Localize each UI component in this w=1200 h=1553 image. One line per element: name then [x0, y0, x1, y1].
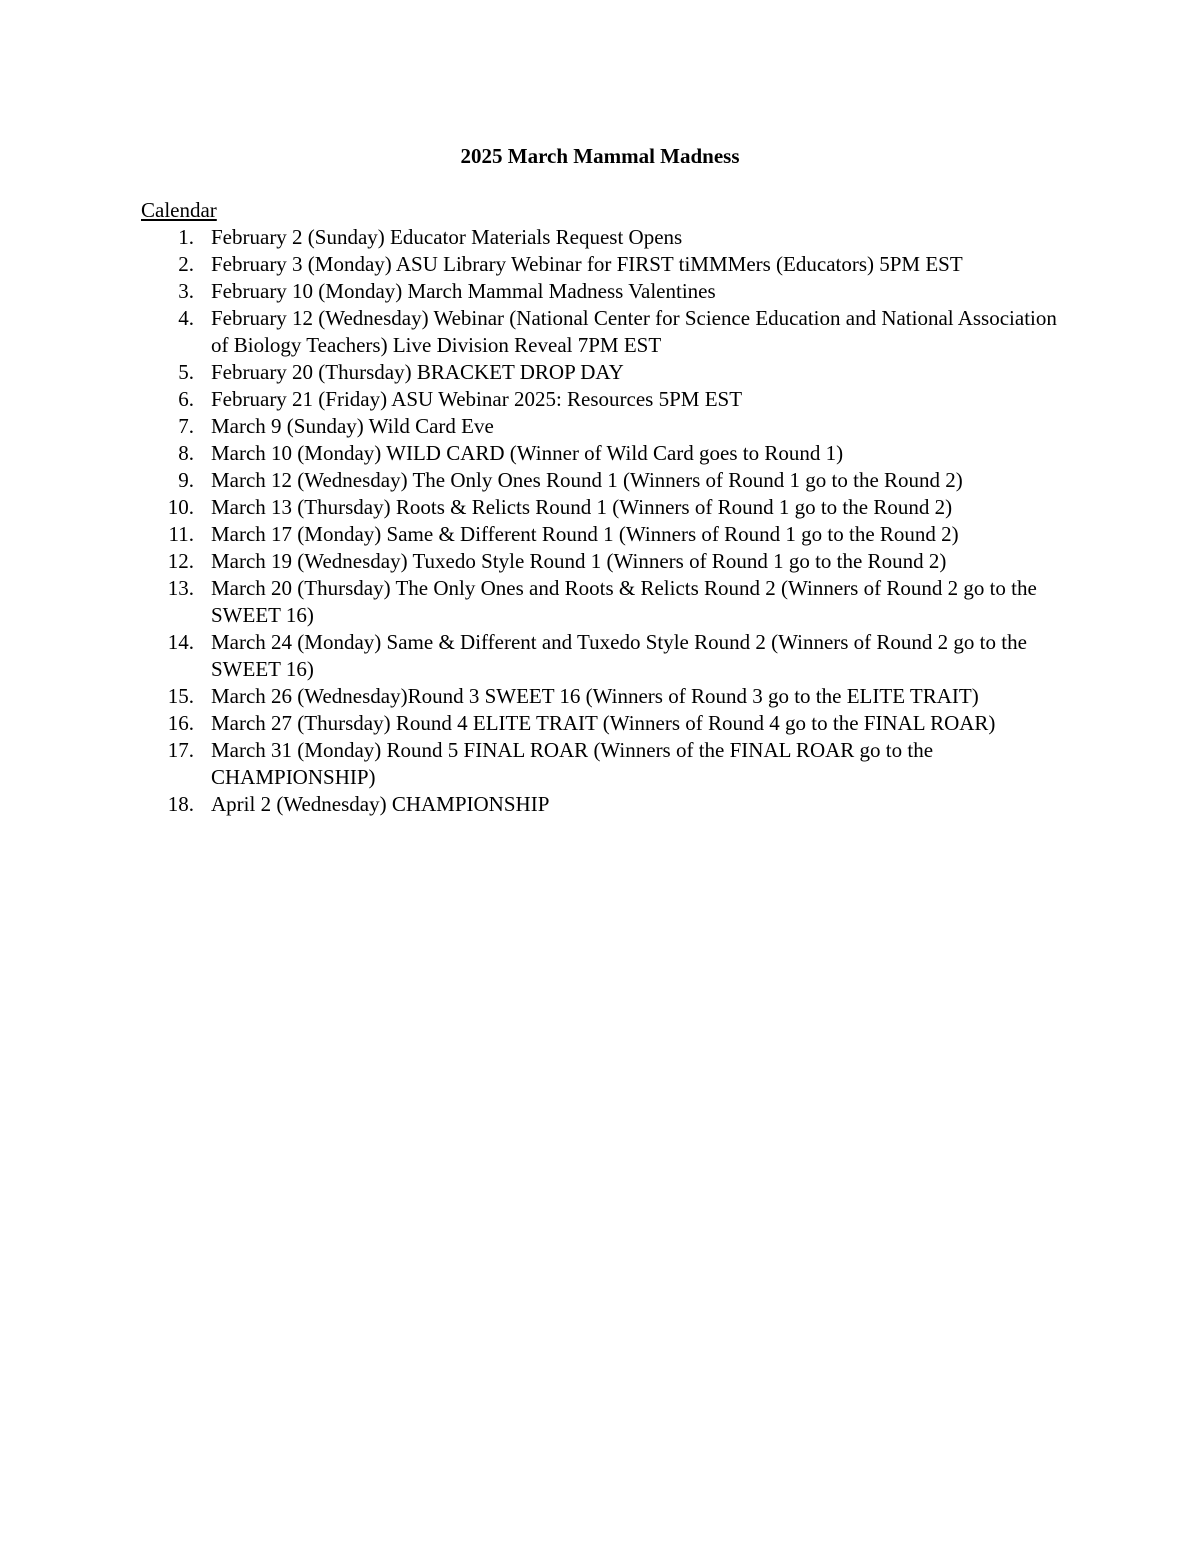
calendar-event-item [0, 521, 1061, 548]
event-number: 7. [178, 414, 194, 438]
event-text: February 12 (Wednesday) Webinar (National Center for Science Education and National Association of Biology Teachers) Live Division Reveal 7PM EST [211, 306, 1057, 357]
event-text: March 9 (Sunday) Wild Card Eve [211, 414, 494, 438]
calendar-event-list [0, 224, 1200, 818]
event-text: March 27 (Thursday) Round 4 ELITE TRAIT (Winners of Round 4 go to the FINAL ROAR) [211, 711, 996, 735]
event-number: 12. [167, 549, 194, 573]
event-text: February 3 (Monday) ASU Library Webinar for FIRST tiMMMers (Educators) 5PM EST [211, 252, 963, 276]
calendar-event-item [0, 548, 1061, 575]
calendar-heading: Calendar [141, 198, 217, 222]
calendar-event-item [0, 494, 1061, 521]
calendar-event-item [0, 575, 1061, 629]
calendar-event-item [0, 305, 1061, 359]
event-number: 14. [167, 630, 194, 654]
event-number: 2. [178, 252, 194, 276]
event-number: 11. [168, 522, 194, 546]
event-number: 6. [178, 387, 194, 411]
event-number: 17. [167, 738, 194, 762]
event-text: April 2 (Wednesday) CHAMPIONSHIP [211, 792, 550, 816]
calendar-event-item [0, 791, 1061, 818]
calendar-event-item [0, 224, 1061, 251]
event-text: March 12 (Wednesday) The Only Ones Round 1 (Winners of Round 1 go to the Round 2) [211, 468, 963, 492]
event-number: 18. [167, 792, 194, 816]
event-number: 4. [178, 306, 194, 330]
event-text: February 20 (Thursday) BRACKET DROP DAY [211, 360, 624, 384]
event-number: 5. [178, 360, 194, 384]
event-text: March 17 (Monday) Same & Different Round 1 (Winners of Round 1 go to the Round 2) [211, 522, 959, 546]
event-text: February 2 (Sunday) Educator Materials Request Opens [211, 225, 683, 249]
event-text: March 26 (Wednesday)Round 3 SWEET 16 (Winners of Round 3 go to the ELITE TRAIT) [211, 684, 979, 708]
calendar-event-item [0, 359, 1061, 386]
document-title: 2025 March Mammal Madness [460, 144, 740, 168]
event-text: February 21 (Friday) ASU Webinar 2025: Resources 5PM EST [211, 387, 743, 411]
event-text: March 31 (Monday) Round 5 FINAL ROAR (Winners of the FINAL ROAR go to the CHAMPIONSHIP) [211, 738, 934, 789]
event-number: 16. [167, 711, 194, 735]
calendar-event-item [0, 710, 1061, 737]
event-number: 3. [178, 279, 194, 303]
event-text: March 10 (Monday) WILD CARD (Winner of Wild Card goes to Round 1) [211, 441, 844, 465]
calendar-event-item [0, 683, 1061, 710]
event-number: 10. [167, 495, 194, 519]
calendar-event-item [0, 440, 1061, 467]
event-text: March 19 (Wednesday) Tuxedo Style Round 1 (Winners of Round 1 go to the Round 2) [211, 549, 947, 573]
calendar-event-item [0, 278, 1061, 305]
event-number: 9. [178, 468, 194, 492]
event-number: 1. [178, 225, 194, 249]
event-number: 8. [178, 441, 194, 465]
calendar-event-item [0, 467, 1061, 494]
calendar-event-item [0, 629, 1061, 683]
event-number: 15. [167, 684, 194, 708]
calendar-event-item [0, 737, 1061, 791]
event-text: March 24 (Monday) Same & Different and Tuxedo Style Round 2 (Winners of Round 2 go to the SWEET 16) [211, 630, 1027, 681]
event-text: March 13 (Thursday) Roots & Relicts Round 1 (Winners of Round 1 go to the Round 2) [211, 495, 953, 519]
event-text: March 20 (Thursday) The Only Ones and Roots & Relicts Round 2 (Winners of Round 2 go to the SWEET 16) [211, 576, 1037, 627]
event-text: February 10 (Monday) March Mammal Madness Valentines [211, 279, 716, 303]
calendar-event-item [0, 386, 1061, 413]
calendar-event-item [0, 413, 1061, 440]
calendar-event-item [0, 251, 1061, 278]
event-number: 13. [167, 576, 194, 600]
